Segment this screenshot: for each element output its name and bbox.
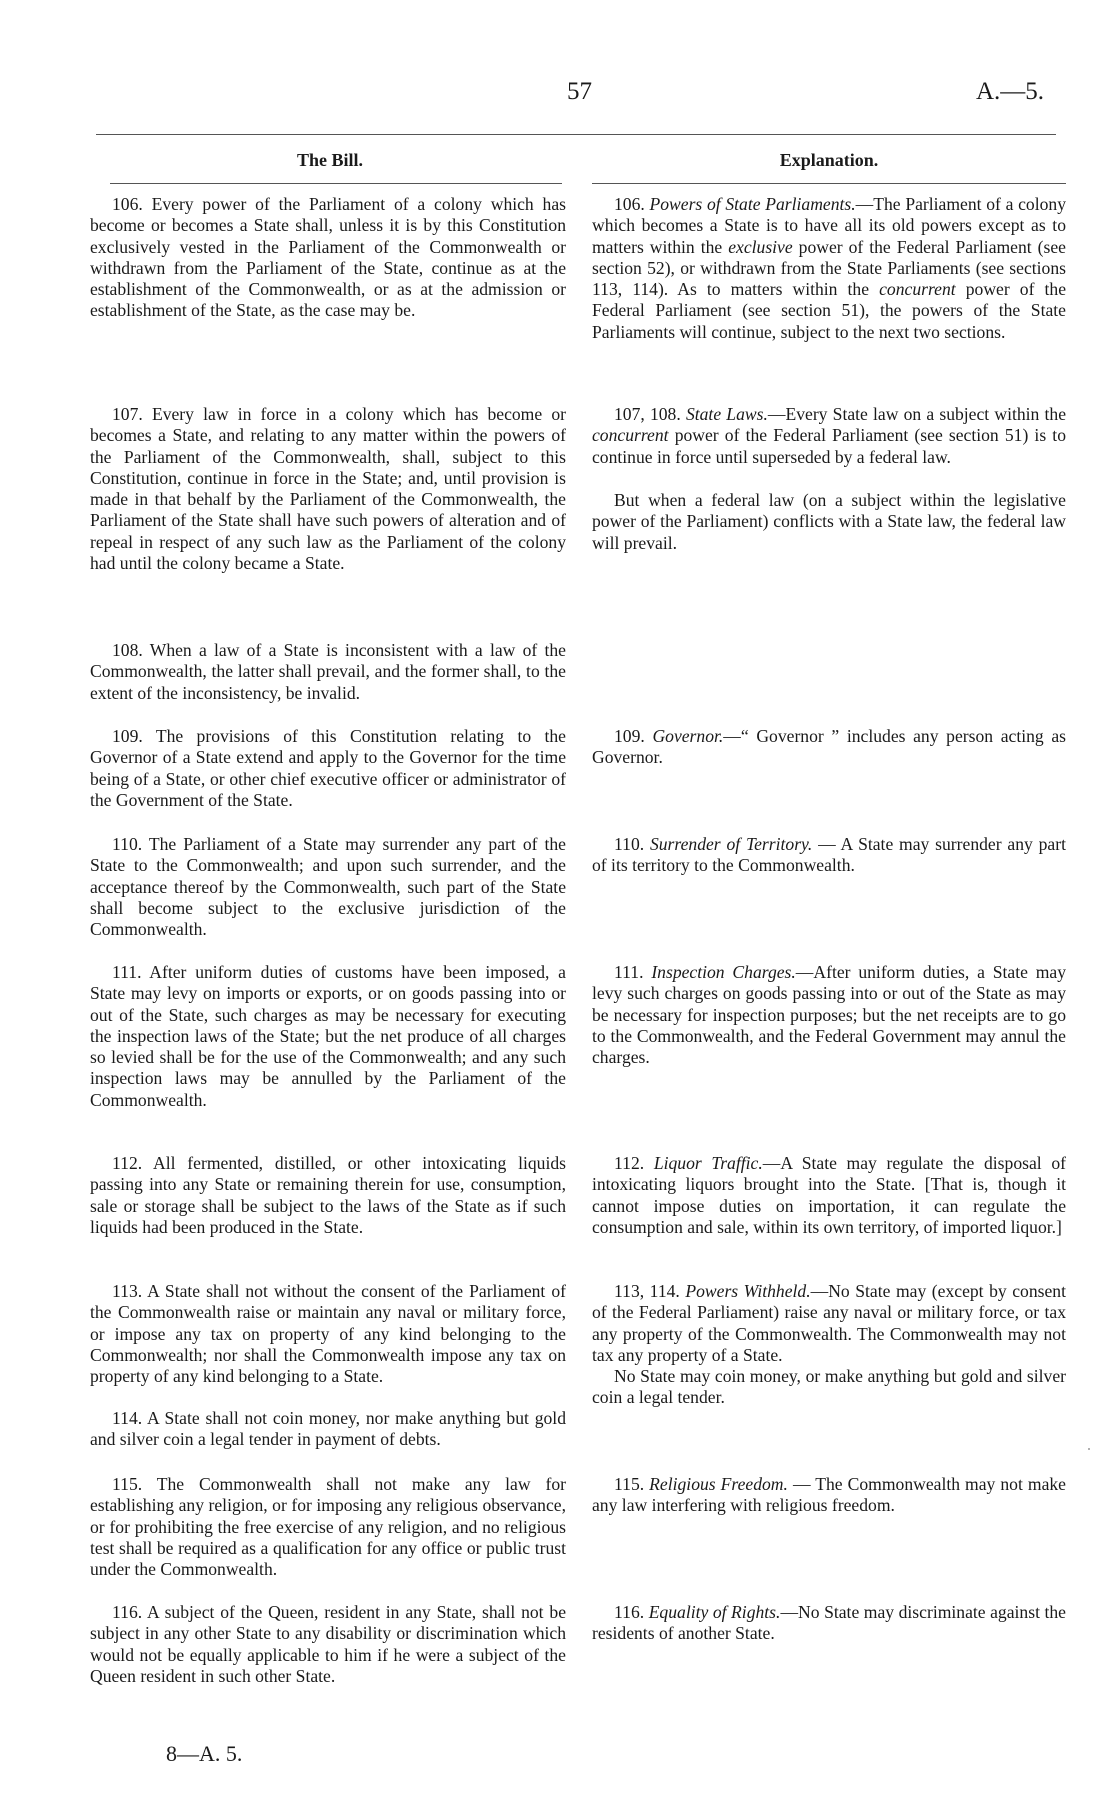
explanation-107-108: 107, 108. State Laws.—Every State law on a subject within the concurrent power of the Federal Parliament (see section 51) is to continue in force until superseded by a federal law. [592,404,1067,467]
bill-section-112: 112. All fermented, distilled, or other intoxicating liquids passing into any State or remaining therein for use, consumption, sale or storage shall be subject to the laws of the State as if such liquids had been produced in the State. [90,1153,566,1237]
bill-column-heading: The Bill. [296,150,363,170]
explanation-113-114: 113, 114. Powers Withheld.—No State may (except by consent of the Federal Parliament) raise any naval or military force, or tax any property of the Commonwealth. The Commonwealth may not tax any property of a State. [592,1281,1066,1365]
bill-section-114: 114. A State shall not coin money, nor make anything but gold and silver coin a legal tender in payment of debts. [90,1408,566,1450]
bill-section-109: 109. The provisions of this Constitution relating to the Governor of a State extend and apply to the Governor for the time being of a State, or other chief executive officer or administrator of the Government of the State. [90,726,566,810]
explanation-106: 106. Powers of State Parliaments.—The Parliament of a colony which becomes a State is to have all its old powers except as to matters within the exclusive power of the Federal Parliament (see section 52), or withdrawn from the State Parliaments (see sections 113, 114). As to matters within the concurrent power of the Federal Parliament (see section 51), the powers of the State Parliaments will continue, subject to the next two sections. [592,194,1067,342]
bill-section-113: 113. A State shall not without the consent of the Parliament of the Commonwealth raise or maintain any naval or military force, or impose any tax on property of any kind belonging to the Commonwealth; nor shall the Commonwealth impose any tax on property of any kind belonging to a State. [90,1281,566,1387]
bill-section-111: 111. After uniform duties of customs have been imposed, a State may levy on imports or exports, or on goods passing into or out of the State, such charges as may be necessary for executing the inspection laws of the State; but the net produce of all charges so levied shall be for the use of the Commonwealth; and any such inspection laws may be annulled by the Parliament of the Commonwealth. [90,962,566,1110]
explanation-115: 115. Religious Freedom. — The Commonwealth may not make any law interfering with religious freedom. [592,1474,1066,1516]
explanation-coin-money: No State may coin money, or make anything but gold and silver coin a legal tender. [592,1366,1066,1408]
page-number: 57 [567,78,592,105]
explanation-federal-prevails: But when a federal law (on a subject within the legislative power of the Parliament) conflicts with a State law, the federal law will prevail. [592,490,1066,553]
explanation-116: 116. Equality of Rights.—No State may discriminate against the residents of another State. [592,1602,1066,1644]
explanation-111: 111. Inspection Charges.—After uniform duties, a State may levy such charges on goods passing into or out of the State as may be necessary for inspection purposes; but the net receipts are to go to the Commonwealth, and the Federal Government may annul the charges. [592,962,1066,1068]
print-speck [1088,1448,1090,1450]
explanation-109: 109. Governor.—“ Governor ” includes any person acting as Governor. [592,726,1066,768]
explanation-column-heading: Explanation. [779,150,879,170]
page-header [0,78,1114,112]
bill-section-116: 116. A subject of the Queen, resident in any State, shall not be subject in any other State to any disability or discrimination which would not be equally applicable to him if he were a subject of the Queen resident in such other State. [90,1602,566,1686]
document-reference: A.—5. [976,78,1045,105]
explanation-112: 112. Liquor Traffic.—A State may regulate the disposal of intoxicating liquors brought into the State. [That is, though it cannot impose duties on importation, it can regulate the consumption and sale, within its own territory, of imported liquor.] [592,1153,1066,1237]
bill-section-115: 115. The Commonwealth shall not make any law for establishing any religion, or for imposing any religious observance, or for prohibiting the free exercise of any religion, and no religious test shall be required as a qualification for any office or public trust under the Commonwealth. [90,1474,566,1580]
bill-section-110: 110. The Parliament of a State may surrender any part of the State to the Commonwealth; and upon such surrender, and the acceptance thereof by the Commonwealth, such part of the State shall become subject to the exclusive jurisdiction of the Commonwealth. [90,834,566,940]
signature-mark: 8—A. 5. [166,1741,243,1766]
bill-section-107: 107. Every law in force in a colony which has become or becomes a State, and relating to any matter within the powers of the Parliament of the Commonwealth, shall, subject to this Constitution, continue in force in the State; and, until provision is made in that behalf by the Parliament of the Commonwealth, the Parliament of the State shall have such powers of alteration and of repeal in respect of any such law as the Parliament of the colony had until the colony became a State. [90,404,566,574]
bill-section-106: 106. Every power of the Parliament of a colony which has become or becomes a State shall, unless it is by this Constitution exclusively vested in the Parliament of the Commonwealth or withdrawn from the Parliament of the State, continue as at the establishment of the Commonwealth, or as at the admission or establishment of the State, as the case may be. [90,194,566,321]
bill-section-108: 108. When a law of a State is inconsistent with a law of the Commonwealth, the latter shall prevail, and the former shall, to the extent of the inconsistency, be invalid. [90,640,566,703]
bill-heading-rule [110,183,562,184]
explanation-110: 110. Surrender of Territory. — A State may surrender any part of its territory to the Commonwealth. [592,834,1066,876]
explanation-heading-rule [592,183,1066,184]
header-rule [96,134,1056,135]
